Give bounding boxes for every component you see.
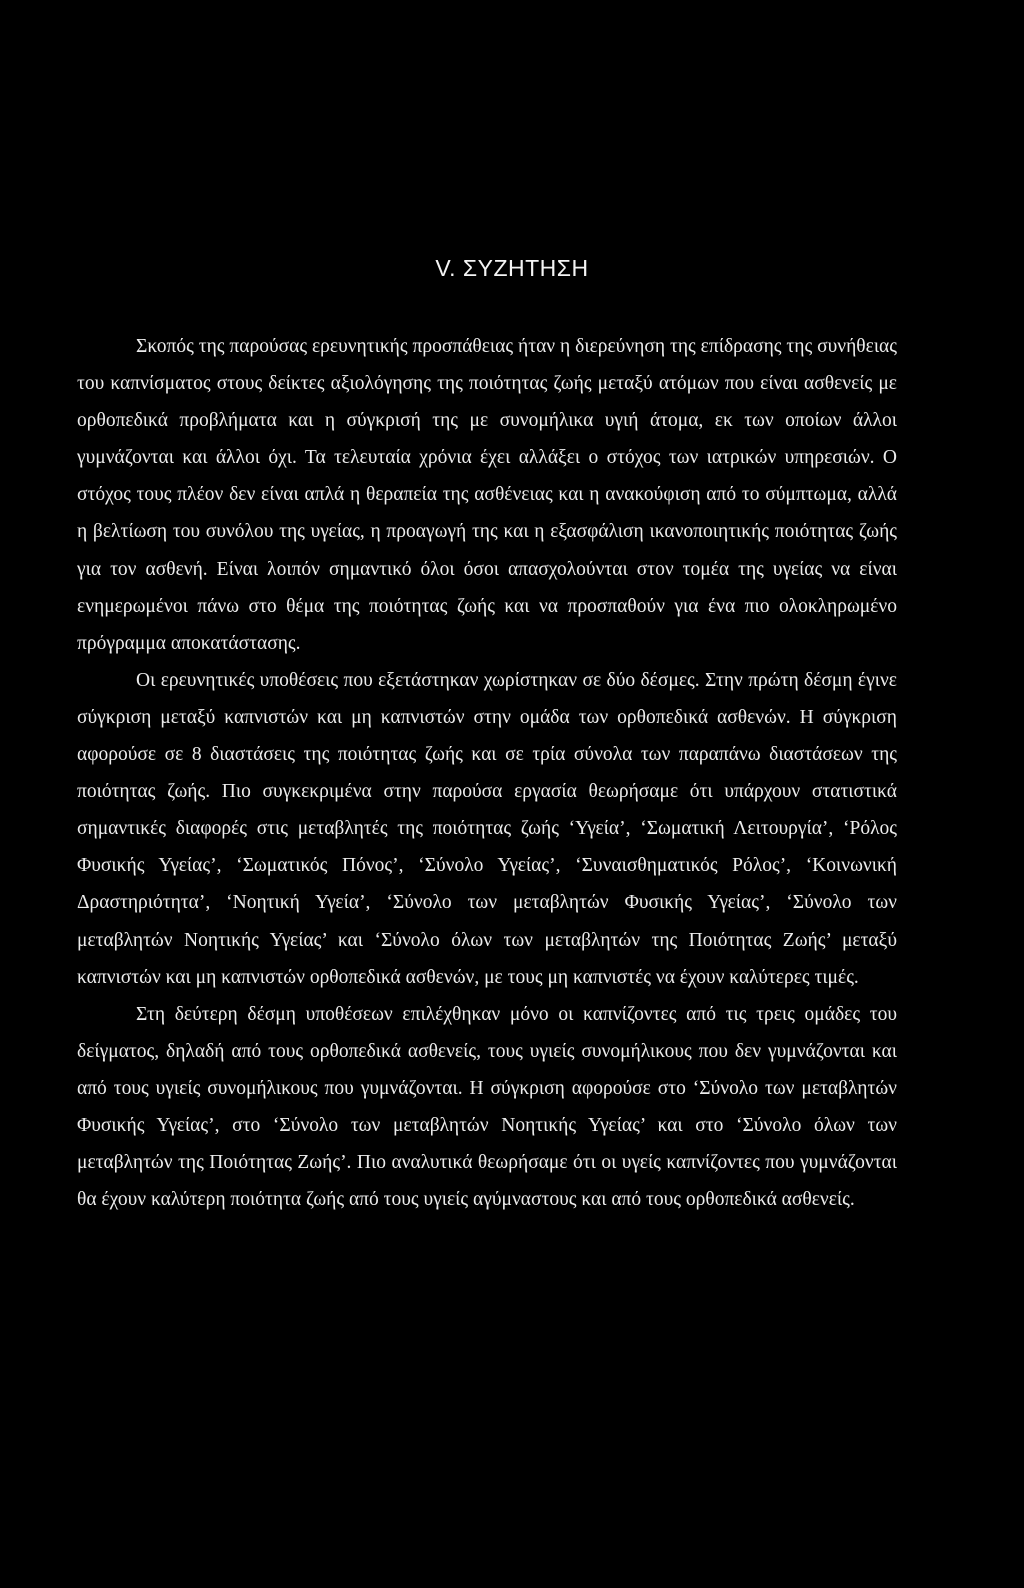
section-heading: V. ΣΥΖΗΤΗΣΗ <box>435 255 589 281</box>
section-body <box>77 328 897 1218</box>
paragraph: Σκοπός της παρούσας ερευνητικής προσπάθειας ήταν η διερεύνηση της επίδρασης της συνήθειας του καπνίσματος στους δείκτες αξιολόγησης της ποιότητας ζωής μεταξύ ατόμων που είναι ασθενείς με ορθοπεδικά προβλήματα και η σύγκρισή της με συνομήλικα υγιή άτομα, εκ των οποίων άλλοι γυμνάζονται και άλλοι όχι. Τα τελευταία χρόνια έχει αλλάξει ο στόχος των ιατρικών υπηρεσιών. Ο στόχος τους πλέον δεν είναι απλά η θεραπεία της ασθένειας και η ανακούφιση από το σύμπτωμα, αλλά η βελτίωση του συνόλου της υγείας, η προαγωγή της και η εξασφάλιση ικανοποιητικής ποιότητας ζωής για τον ασθενή. Είναι λοιπόν σημαντικό όλοι όσοι απασχολούνται στον τομέα της υγείας να είναι ενημερωμένοι πάνω στο θέμα της ποιότητας ζωής και να προσπαθούν για ένα πιο ολοκληρωμένο πρόγραμμα αποκατάστασης. <box>77 336 897 654</box>
paragraph: Στη δεύτερη δέσμη υποθέσεων επιλέχθηκαν μόνο οι καπνίζοντες από τις τρεις ομάδες του δείγματος, δηλαδή από τους ορθοπεδικά ασθενείς, τους υγιείς συνομήλικους που δεν γυμνάζονται και από τους υγιείς συνομήλικους που γυμνάζονται. Η σύγκριση αφορούσε στο ‘Σύνολο των μεταβλητών Φυσικής Υγείας’, στο ‘Σύνολο των μεταβλητών Νοητικής Υγείας’ και στο ‘Σύνολο όλων των μεταβλητών της Ποιότητας Ζωής’. Πιο αναλυτικά θεωρήσαμε ότι οι υγείς καπνίζοντες που γυμνάζονται θα έχουν καλύτερη ποιότητα ζωής από τους υγιείς αγύμναστους και από τους ορθοπεδικά ασθενείς. <box>77 1003 897 1211</box>
paragraph: Οι ερευνητικές υποθέσεις που εξετάστηκαν χωρίστηκαν σε δύο δέσμες. Στην πρώτη δέσμη έγινε σύγκριση μεταξύ καπνιστών και μη καπνιστών στην ομάδα των ορθοπεδικά ασθενών. Η σύγκριση αφορούσε σε 8 διαστάσεις της ποιότητας ζωής και σε τρία σύνολα των παραπάνω διαστάσεων της ποιότητας ζωής. Πιο συγκεκριμένα στην παρούσα εργασία θεωρήσαμε ότι υπάρχουν στατιστικά σημαντικές διαφορές στις μεταβλητές της ποιότητας ζωής ‘Υγεία’, ‘Σωματική Λειτουργία’, ‘Ρόλος Φυσικής Υγείας’, ‘Σωματικός Πόνος’, ‘Σύνολο Υγείας’, ‘Συναισθηματικός Ρόλος’, ‘Κοινωνική Δραστηριότητα’, ‘Νοητική Υγεία’, ‘Σύνολο των μεταβλητών Φυσικής Υγείας’, ‘Σύνολο των μεταβλητών Νοητικής Υγείας’ και ‘Σύνολο όλων των μεταβλητών της Ποιότητας Ζωής’ μεταξύ καπνιστών και μη καπνιστών ορθοπεδικά ασθενών, με τους μη καπνιστές να έχουν καλύτερες τιμές. <box>77 669 897 988</box>
